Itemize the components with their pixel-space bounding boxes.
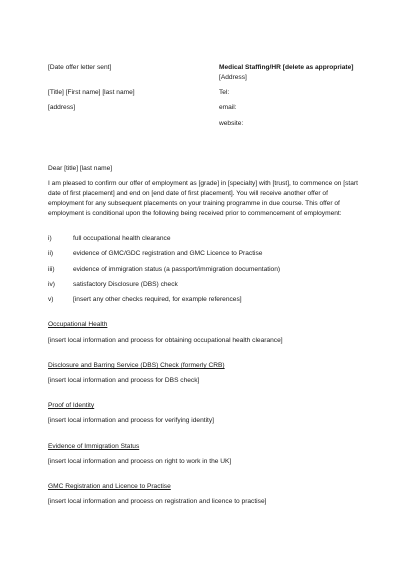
tel-label: Tel: xyxy=(219,89,230,96)
list-item xyxy=(48,234,368,249)
email-label: email: xyxy=(219,104,237,111)
list-item-text: evidence of immigration status (a passport/immigration documentation) xyxy=(73,265,281,273)
list-item-number: v) xyxy=(48,296,54,304)
list-item-text: full occupational health clearance xyxy=(73,235,171,242)
website-label: website: xyxy=(219,120,244,127)
list-item-text: [insert any other checks required, for example references] xyxy=(73,296,242,304)
section-text-occupational-health: [insert local information and process for obtaining occupational health clearance] xyxy=(48,337,283,344)
section-text-immigration-status: [insert local information and process on right to work in the UK] xyxy=(48,458,232,465)
list-item-number: ii) xyxy=(48,250,54,258)
offer-paragraph: I am pleased to confirm our offer of employment as [grade] in [specialty] with [trust], to commence on [start date of first placement] and end on [end date of first placement]. You will receive another offer of employment for any subsequent placements on your training programme in due course. This offer of employment is conditional upon the following being received prior to commencement of employment: xyxy=(48,180,358,217)
organisation-name: Medical Staffing/HR [delete as appropriate] xyxy=(219,64,354,71)
list-item xyxy=(48,280,368,295)
list-item-text: satisfactory Disclosure (DBS) check xyxy=(73,280,178,288)
section-text-dbs-check: [insert local information and process for DBS check] xyxy=(48,377,200,384)
section-heading-gmc-registration: GMC Registration and Licence to Practise xyxy=(48,483,171,490)
organisation-address: [Address] xyxy=(219,74,247,81)
list-item xyxy=(48,295,368,310)
list-item xyxy=(48,265,368,280)
recipient-name: [Title] [First name] [last name] xyxy=(48,89,135,96)
date-placeholder: [Date offer letter sent] xyxy=(48,64,112,71)
list-item-number: iv) xyxy=(48,280,55,288)
list-item-number: i) xyxy=(48,235,52,242)
section-heading-proof-of-identity: Proof of Identity xyxy=(48,402,95,409)
section-heading-immigration-status: Evidence of Immigration Status xyxy=(48,443,140,450)
section-heading-dbs-check: Disclosure and Barring Service (DBS) Check (formerly CRB) xyxy=(48,362,225,369)
section-text-gmc-registration: [insert local information and process on registration and licence to practise] xyxy=(48,498,267,505)
list-item-number: iii) xyxy=(48,265,55,273)
section-heading-occupational-health: Occupational Health xyxy=(48,321,108,328)
section-text-proof-of-identity: [insert local information and process for verifying identity] xyxy=(48,417,215,424)
list-item xyxy=(48,249,368,264)
salutation: Dear [title] [last name] xyxy=(48,165,113,172)
recipient-address: [address] xyxy=(48,104,76,111)
list-item-text: evidence of GMC/GDC registration and GMC Licence to Practise xyxy=(73,250,263,258)
conditions-list xyxy=(48,234,368,310)
